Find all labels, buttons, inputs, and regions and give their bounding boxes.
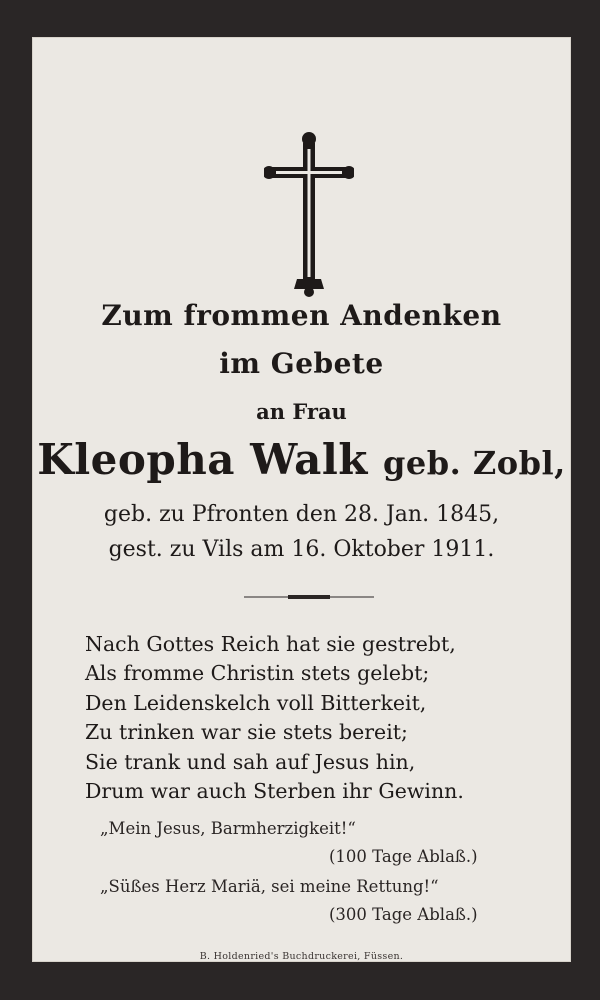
- prayer-1: „Mein Jesus, Barmherzigkeit!“: [100, 819, 356, 838]
- death-date: gest. zu Vils am 16. Oktober 1911.: [108, 537, 495, 562]
- heading-line-3: an Frau: [256, 399, 347, 424]
- heading-line-1: Zum frommen Andenken: [101, 299, 502, 332]
- prayer-2-indulgence: (300 Tage Ablaß.): [329, 905, 478, 924]
- poem: [85, 630, 545, 806]
- birth-name: geb. Zobl,: [383, 444, 566, 482]
- printer-credit: B. Holdenried's Buchdruckerei, Füssen.: [199, 951, 404, 962]
- deceased-name: [32, 435, 571, 484]
- poem-line: Zu trinken war sie stets bereit;: [85, 720, 408, 745]
- poem-line: Drum war auch Sterben ihr Gewinn.: [85, 779, 464, 804]
- divider-ornament: [244, 593, 374, 601]
- poem-line: Sie trank und sah auf Jesus hin,: [85, 749, 416, 774]
- poem-line: Nach Gottes Reich hat sie gestrebt,: [85, 632, 456, 656]
- birth-date: geb. zu Pfronten den 28. Jan. 1845,: [103, 502, 500, 527]
- prayer-1-indulgence: (100 Tage Ablaß.): [329, 847, 478, 866]
- name-main: Kleopha Walk: [37, 435, 384, 484]
- prayer-2: „Süßes Herz Mariä, sei meine Rettung!“: [100, 877, 439, 896]
- heading-line-2: im Gebete: [219, 347, 384, 380]
- cross-icon: [264, 129, 354, 299]
- memorial-card: [32, 37, 571, 962]
- poem-line: Den Leidenskelch voll Bitterkeit,: [85, 690, 427, 715]
- poem-line: Als fromme Christin stets gelebt;: [85, 661, 430, 686]
